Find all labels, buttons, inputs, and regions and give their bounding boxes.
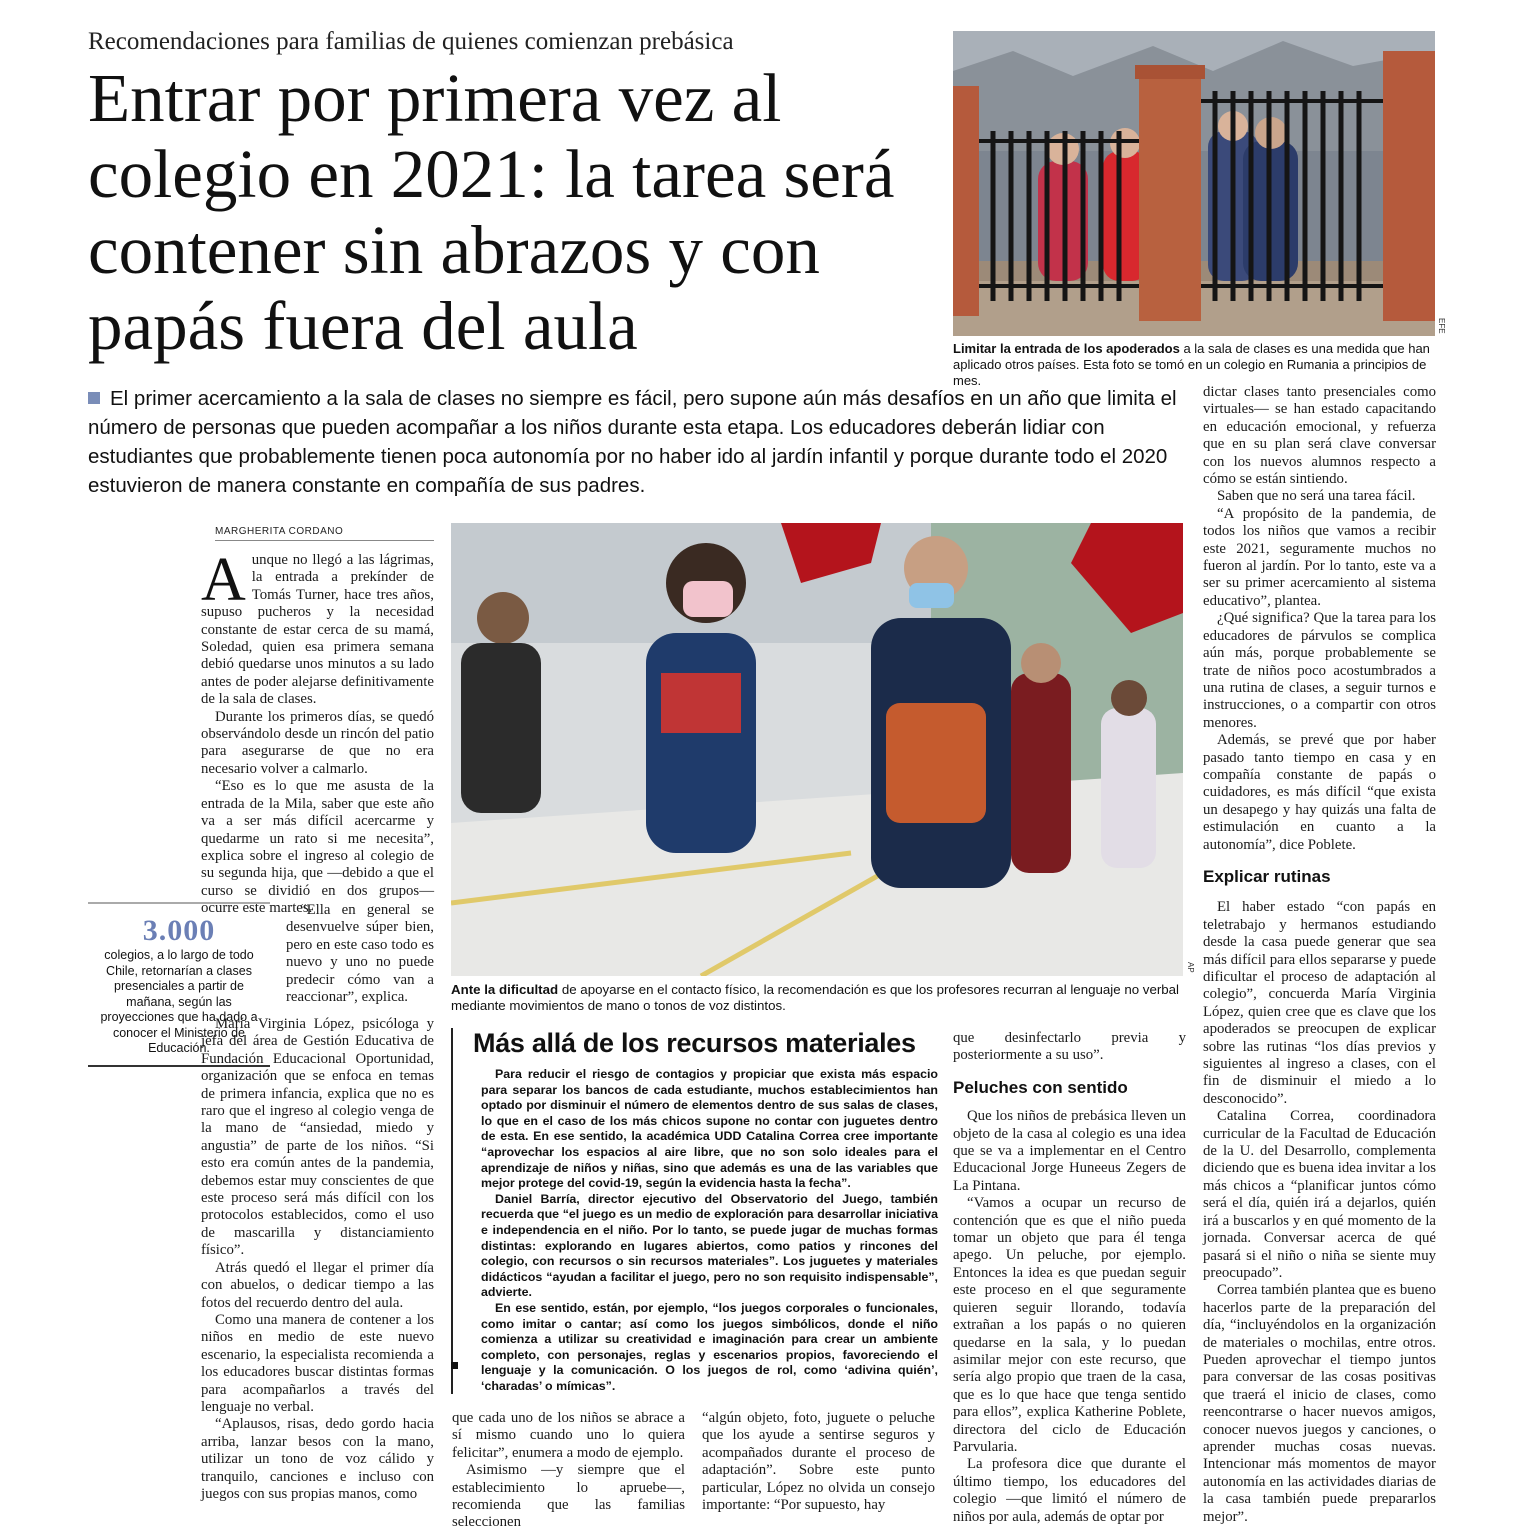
body-paragraph: Saben que no será una tarea fácil. bbox=[1217, 488, 1416, 505]
lead-text: El primer acercamiento a la sala de clases no siempre es fácil, pero supone aún más desafíos en un año que limita el número de personas que pueden acompañar a los niños durante esta etapa. Los educadores deberán lidiar con estudiantes que probablemente tienen poca autonomía por no haber ido al jardín infantil y porque durante todo el 2020 estuvieron de manera constante en compañía de sus padres. bbox=[88, 387, 1177, 497]
body-paragraph: “Aplausos, risas, dedo gordo hacia arriba, lanzar besos con la mano, utilizar un tono de voz cálido y tranquilo, canciones e incluso con juegos con sus propias manos, como bbox=[201, 1416, 434, 1502]
body-paragraph: Catalina Correa, coordinadora curricular de la Facultad de Educación de la U. del Desarrollo, complementa diciendo que es buena idea invitar a los más chicos a “planificar juntos cómo será el día, quién irá a dejarlos, quién irá a buscarlos y en qué momento de la jornada. Conversar acerca de qué pasará si el niño o niña se siente muy preocupado”. bbox=[1203, 1108, 1436, 1281]
body-paragraph: “A propósito de la pandemia, de todos los niños que vamos a recibir este 2021, seguramente muchos no fueron al jardín. Por lo tanto, este va a ser su primer acercamiento al sistema educativo”, plantea. bbox=[1203, 505, 1436, 609]
body-paragraph: ¿Qué significa? Que la tarea para los educadores de párvulos se complica aún más, porque probablemente se trate de niños poco acostumbrados a una rutina de clases, a seguir turnos e instrucciones, o a compartir con otros menores. bbox=[1203, 610, 1436, 731]
box-end-marker bbox=[451, 1362, 458, 1369]
byline: MARGHERITA CORDANO bbox=[215, 526, 344, 537]
kicker: Recomendaciones para familias de quienes comienzan prebásica bbox=[88, 28, 734, 55]
middle-photo-caption bbox=[451, 982, 1191, 1014]
box-paragraph: Para reducir el riesgo de contagios y propiciar que exista más espacio para separar los bancos de cada estudiante, muchos establecimientos han optado por disminuir el número de elementos dentro de sus salas de clases, lo que en el caso de los más chicos supone no contar con juguetes dentro de esta. En ese sentido, la académica UDD Catalina Correa cree importante “aprovechar los espacios al aire libre, que no son solo ideales para el aprendizaje de niños y niñas, sino que además es una de las variables que mejor protege del covid-19, según la evidencia hasta la fecha”. bbox=[481, 1067, 938, 1191]
sidebar-box bbox=[451, 1028, 938, 1394]
body-paragraph: dictar clases tanto presenciales como virtuales— se han estado capacitando en educación emocional, y refuerza que en su plan será clave conversar con los nuevos alumnos respecto a cómo se están sintiendo. bbox=[1203, 384, 1436, 488]
body-paragraph: La profesora dice que durante el último tiempo, los educadores del colegio —que limitó el número de niños por aula, además de optar por bbox=[953, 1456, 1186, 1525]
column-4 bbox=[1203, 384, 1436, 1526]
middle-photo-credit: AP bbox=[1186, 962, 1195, 973]
column-3-bottom bbox=[702, 1410, 935, 1514]
middle-photo-caption-text: de apoyarse en el contacto físico, la recomendación es que los profesores recurran al lenguaje no verbal mediante movimientos de mano o tonos de voz distintos. bbox=[451, 982, 1180, 1013]
body-paragraph: Durante los primeros días, se quedó observándolo desde un rincón del patio para asegurarse de que no era necesario volver a calmarlo. bbox=[201, 708, 434, 777]
body-paragraph: “Ella en general se desenvuelve súper bien, pero en este caso todo es nuevo y uno no puede predecir cómo van a reaccionar”, explica. bbox=[286, 902, 434, 1006]
lead-paragraph bbox=[88, 384, 1188, 500]
middle-photo-caption-lead: Ante la dificultad bbox=[451, 982, 559, 997]
box-paragraph: Daniel Barría, director ejecutivo del Observatorio del Juego, también recuerda que “el juego es un medio de exploración para desarrollar iniciativa e independencia en el niño. Por lo tanto, se puede jugar de muchas formas distintas: explorando en lugares abiertos, como patios y rincones del colegio, con recursos o sin recursos materiales”. Los juguetes y materiales didácticos “ayudan a facilitar el juego, pero no son requisito indispensable”, advierte. bbox=[481, 1191, 938, 1300]
body-paragraph: Como una manera de contener a los niños en medio de este nuevo escenario, la especialista recomienda a los educadores buscar distintas formas para acompañarlos a través del lenguaje no verbal. bbox=[201, 1311, 434, 1415]
box-title: Más allá de los recursos materiales bbox=[473, 1028, 916, 1058]
body-paragraph: que cada uno de los niños se abrace a sí mismo cuando uno lo quiera felicitar”, enumera a modo de ejemplo. bbox=[452, 1410, 685, 1461]
column-3 bbox=[953, 1030, 1186, 1526]
middle-photo-illustration bbox=[451, 523, 1183, 976]
body-paragraph: “Vamos a ocupar un recurso de contención que es que el niño pueda tomar un objeto que para él tenga apego. Un peluche, por ejemplo. Entonces la idea es que puedan seguir este proceso en el que seguramente quieren seguir llorando, todavía extrañan a los papás o no quieren quedarse en la sala, y lo puedan asimilar mejor con este recurso, que sería algo propio que traen de la casa, que es lo que hace que tenga sentido para ellos”, explica Katherine Poblete, directora del ciclo de Educación Parvularia. bbox=[953, 1195, 1186, 1455]
column-1-lower bbox=[201, 1016, 434, 1503]
middle-photo bbox=[451, 523, 1183, 976]
top-photo-illustration bbox=[953, 31, 1435, 336]
body-paragraph: María Virginia López, psicóloga y jefa del área de Gestión Educativa de Fundación Educacional Oportunidad, organización que se enfoca en temas de primera infancia, explica que no es raro que el ingreso al colegio venga de la mano de “ansiedad, miedo y angustia” de parte de los niños. “Si esto era común antes de la pandemia, debemos estar muy conscientes de que este proceso será más difícil con los protocolos establecidos, como el uso de mascarilla y distanciamiento físico”. bbox=[201, 1016, 434, 1259]
box-body bbox=[481, 1067, 938, 1394]
body-paragraph: Asimismo —y siempre que el establecimiento lo apruebe—, recomienda que las familias seleccionen bbox=[452, 1462, 685, 1531]
stat-number: 3.000 bbox=[142, 914, 216, 947]
column-2-bottom bbox=[452, 1410, 685, 1532]
top-photo bbox=[953, 31, 1435, 336]
drop-cap: A bbox=[201, 546, 246, 614]
body-paragraph bbox=[201, 546, 434, 709]
top-photo-credit: EFE bbox=[1437, 318, 1446, 334]
body-paragraph: “Eso es lo que me asusta de la entrada de la Mila, saber que este año va a ser más difícil acercarme y quedarme un rato si me necesita”, explica sobre el ingreso al colegio de su segunda hija, que —debido a que el curso se dividió en dos grupos— ocurre este martes. bbox=[201, 778, 434, 917]
body-paragraph: “algún objeto, foto, juguete o peluche que los ayude a sentirse seguros y acompañados durante el proceso de adaptación”. Sobre este punto particular, López no olvida un consejo importante: “Por supuesto, hay bbox=[702, 1410, 935, 1514]
top-photo-caption-lead: Limitar la entrada de los apoderados bbox=[953, 341, 1180, 356]
top-photo-caption-text: a la sala de clases es una medida que han aplicado otros países. Esta foto se tomó en un colegio en Rumania a principios de mes. bbox=[953, 341, 1430, 388]
subhead-rutinas: Explicar rutinas bbox=[1203, 866, 1331, 886]
body-paragraph: Correa también plantea que es bueno hacerlos parte de la preparación del día, “incluyéndolos en la organización de materiales o mochilas, entre otros. Pueden aprovechar el tiempo juntos para conversar de las cosas positivas que traerá el inicio de clases, como reencontrarse o hacer nuevos amigos, conocer nuevos juegos y canciones, o aprender muchas cosas nuevas. Intencionar más momentos de mayor autonomía en las actividades diarias de la casa también puede prepararlos mejor”. bbox=[1203, 1282, 1436, 1525]
body-paragraph: El haber estado “con papás en teletrabajo y hermanos estudiando desde la casa puede generar que sea más difícil para ellos separarse y puede dificultar el proceso de adaptación al colegio”, concuerda María Virginia López, quien cree que es clave que los apoderados se preocupen de explicar sobre las rutinas “los días previos y siguientes al ingreso a clases, con el fin de disminuir el miedo a lo desconocido”. bbox=[1203, 899, 1436, 1107]
headline: Entrar por primera vez al colegio en 2021: la tarea será contener sin abrazos y con papás fuera del aula bbox=[88, 60, 895, 364]
stat-text: colegios, a lo largo de todo Chile, retornarían a clases presenciales a partir de mañana, según las proyecciones que ha dado a conocer el Ministerio de Educación. bbox=[100, 948, 258, 1055]
body-text: unque no llegó a las lágrimas, la entrada a prekínder de Tomás Turner, hace tres años, supuso pucheros y la necesidad constante de estar cerca de su mamá, Soledad, quien esa primera semana debió quedarse unos minutos a su lado antes de poder alejarse definitivamente de la sala de clases. bbox=[201, 552, 434, 708]
body-paragraph: Atrás quedó el llegar el primer día con abuelos, o dedicar tiempo a las fotos del recuerdo dentro del aula. bbox=[201, 1259, 434, 1311]
column-1 bbox=[201, 546, 434, 918]
byline-divider bbox=[215, 540, 434, 541]
body-paragraph: que desinfectarlo previa y posteriormente a su uso”. bbox=[953, 1030, 1186, 1064]
body-paragraph: Que los niños de prebásica lleven un objeto de la casa al colegio es una idea que se va a implementar en el Centro Educacional Jorge Huneeus Zegers de La Pintana. bbox=[953, 1108, 1186, 1194]
body-paragraph: Además, se prevé que por haber pasado tanto tiempo en casa y en compañía constante de papás o cuidadores, es más difícil “que exista un desapego y hay quizás una falta de estimulación en cuanto a la autonomía”, dice Poblete. bbox=[1203, 732, 1436, 853]
lead-square-icon bbox=[88, 392, 100, 404]
subhead-peluches: Peluches con sentido bbox=[953, 1077, 1128, 1097]
column-1-narrow bbox=[286, 902, 434, 1006]
top-photo-caption bbox=[953, 341, 1443, 389]
box-paragraph: En ese sentido, están, por ejemplo, “los juegos corporales o funcionales, como imitar o cantar; así como los juegos simbólicos, donde el niño comienza a utilizar su creatividad e imaginación para crear un ambiente completo, con personajes, reglas y escenarios propios, favoreciendo el lenguaje y la comunicación. O los juegos de rol, como ‘adivina quién’, ‘charadas’ o mímicas”. bbox=[481, 1300, 938, 1393]
